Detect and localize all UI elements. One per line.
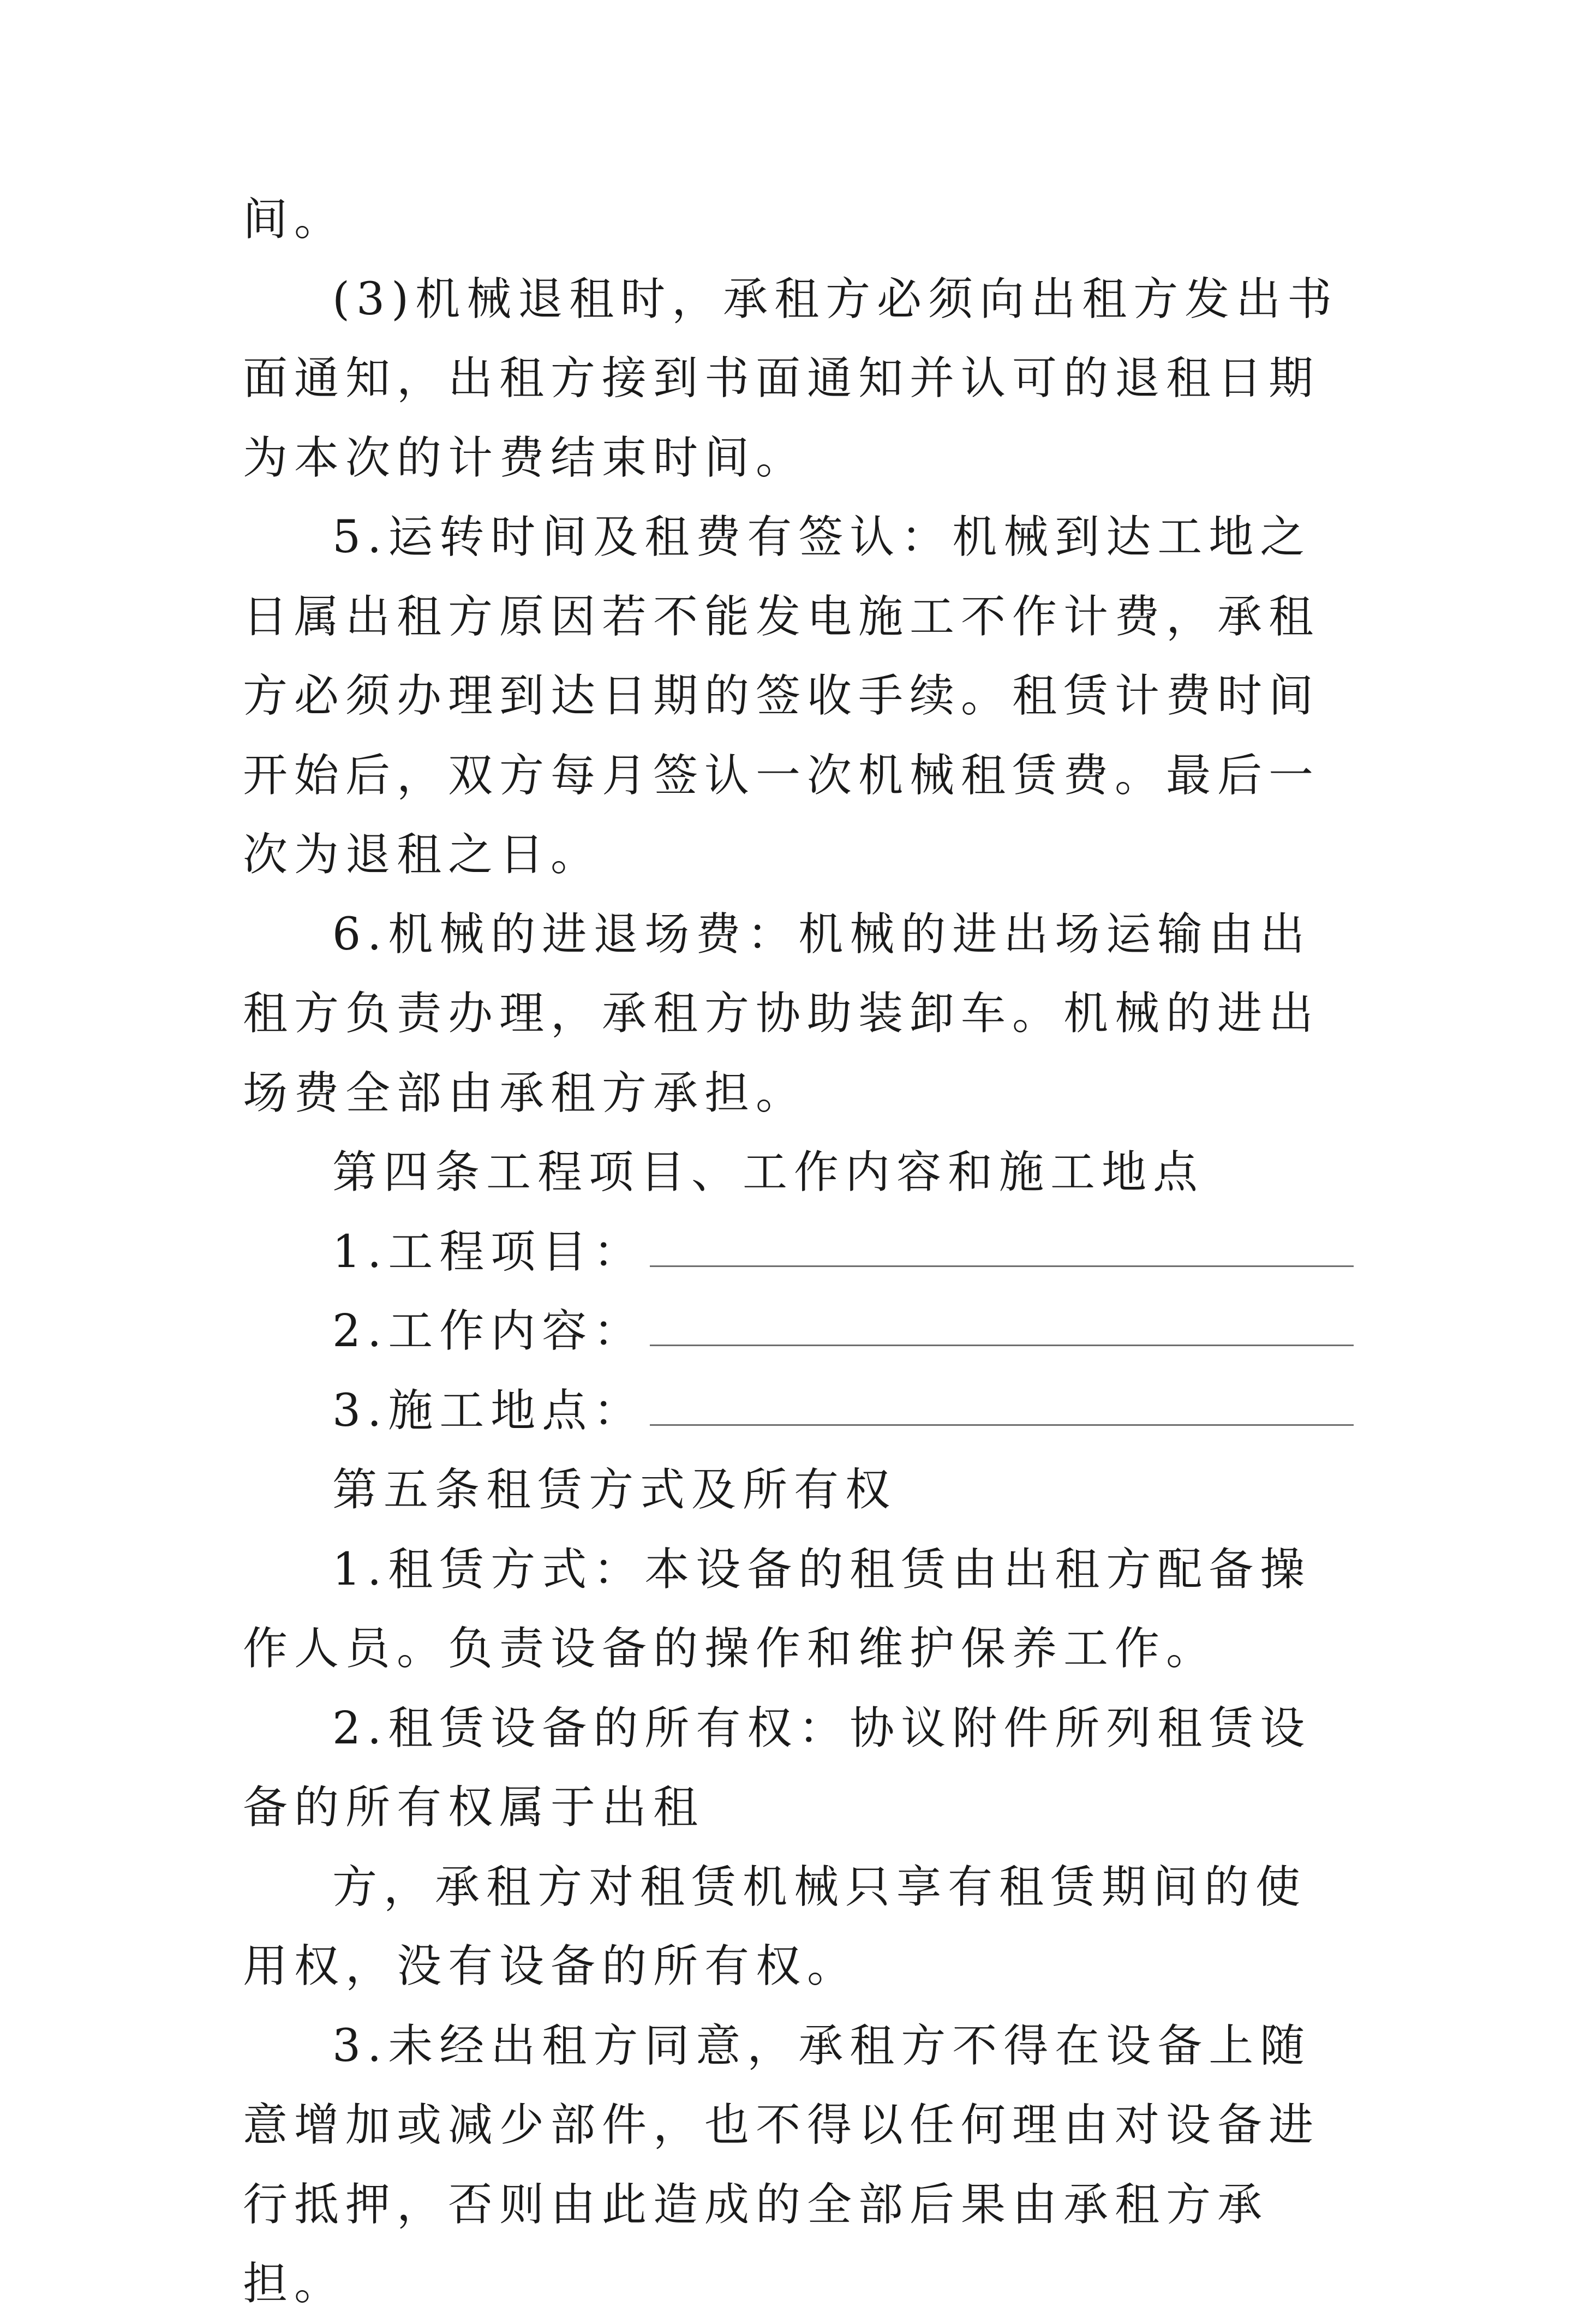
- blank-line-work-content[interactable]: [650, 1304, 1354, 1346]
- paragraph-item-3: 3.未经出租方同意，承租方不得在设备上随意增加或减少部件，也不得以任何理由对设备进行抵押，否则由此造成的全部后果由承租方承担。: [243, 2020, 1320, 2310]
- field-work-content: [243, 1292, 1356, 1371]
- blank-line-project[interactable]: [650, 1225, 1354, 1267]
- blank-line-site[interactable]: [650, 1384, 1354, 1426]
- paragraph-clause-3: (3)机械退租时，承租方必须向出租方发出书面通知，出租方接到书面通知并认可的退租日期为本次的计费结束时间。: [243, 273, 1339, 484]
- paragraph-lease-mode: 1.租赁方式：本设备的租赁由出租方配备操作人员。负责设备的操作和维护保养工作。: [243, 1543, 1312, 1675]
- paragraph-item-6: 6.机械的进退场费：机械的进出场运输由出租方负责办理，承租方协助装卸车。机械的进出场费全部由承租方承担。: [243, 908, 1320, 1119]
- section-heading-article-5: 第五条租赁方式及所有权: [332, 1464, 897, 1516]
- paragraph-item-5: 5.运转时间及租费有签认：机械到达工地之日属出租方原因若不能发电施工不作计费，承租方必须办理到达日期的签收手续。租赁计费时间开始后，双方每月签认一次机械租赁费。最后一次为退租之日。: [243, 511, 1320, 881]
- paragraph-ownership: 2.租赁设备的所有权：协议附件所列租赁设备的所有权属于出租: [243, 1702, 1312, 1833]
- field-site: [243, 1371, 1356, 1451]
- field-label-site: 3.施工地点：: [332, 1384, 645, 1437]
- paragraph-ownership-cont: 方，承租方对租赁机械只享有租赁期间的使用权，没有设备的所有权。: [243, 1861, 1307, 1992]
- field-project: [243, 1212, 1356, 1292]
- section-heading-article-4: 第四条工程项目、工作内容和施工地点: [332, 1146, 1205, 1198]
- document-body: [243, 180, 1356, 2324]
- field-label-work-content: 2.工作内容：: [332, 1305, 645, 1357]
- paragraph-continuation: 间。: [243, 194, 346, 246]
- field-label-project: 1.工程项目：: [332, 1226, 645, 1278]
